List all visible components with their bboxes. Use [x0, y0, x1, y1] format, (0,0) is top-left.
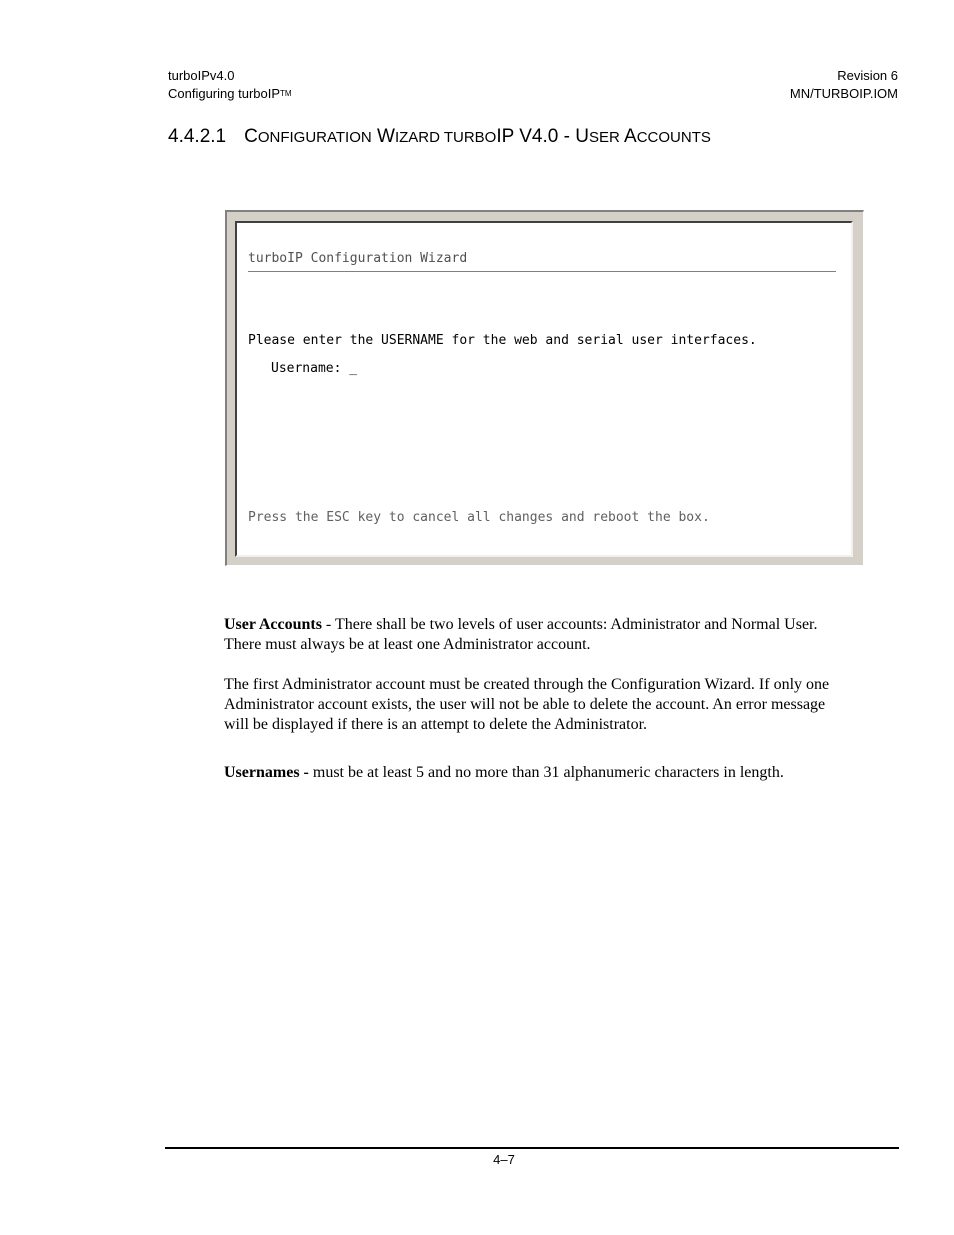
paragraph-usernames: Usernames - must be at least 5 and no more than 31 alphanumeric characters in length.: [224, 764, 784, 781]
trademark-mark: TM: [280, 89, 292, 98]
header-left: [168, 67, 292, 103]
terminal-prompt: Please enter the USERNAME for the web and serial user interfaces.: [248, 333, 757, 348]
paragraph-user-accounts: User Accounts - There shall be two levels of user accounts: Administrator and Normal User. There must always be at least one Administrator account.: [224, 616, 818, 653]
page-number: 4–7: [493, 1152, 515, 1167]
revision: Revision 6: [837, 68, 898, 83]
footer-divider: [165, 1147, 899, 1149]
terminal-screenshot: [225, 210, 864, 566]
header-right: [790, 67, 898, 103]
chapter-title: Configuring turboIPTM: [168, 86, 292, 101]
terminal-esc-hint: Press the ESC key to cancel all changes and reboot the box.: [248, 510, 710, 525]
paragraph-first-admin: The first Administrator account must be created through the Configuration Wizard. If only one Administrator account exists, the user will not be able to delete the account. An error message will be displayed if there is an attempt to delete the Administrator.: [224, 676, 830, 733]
terminal-title: turboIP Configuration Wizard: [248, 251, 468, 266]
section-heading: 4.4.2.1 CONFIGURATION WIZARD TURBOIP V4.0 - USER ACCOUNTS: [168, 126, 711, 147]
doc-code: MN/TURBOIP.IOM: [789, 86, 898, 101]
terminal-window: [235, 221, 853, 557]
doc-title: turboIPv4.0: [168, 68, 235, 83]
terminal-divider: [248, 271, 836, 272]
section-number: 4.4.2.1: [168, 126, 227, 147]
username-input[interactable]: Username: _: [271, 361, 358, 376]
